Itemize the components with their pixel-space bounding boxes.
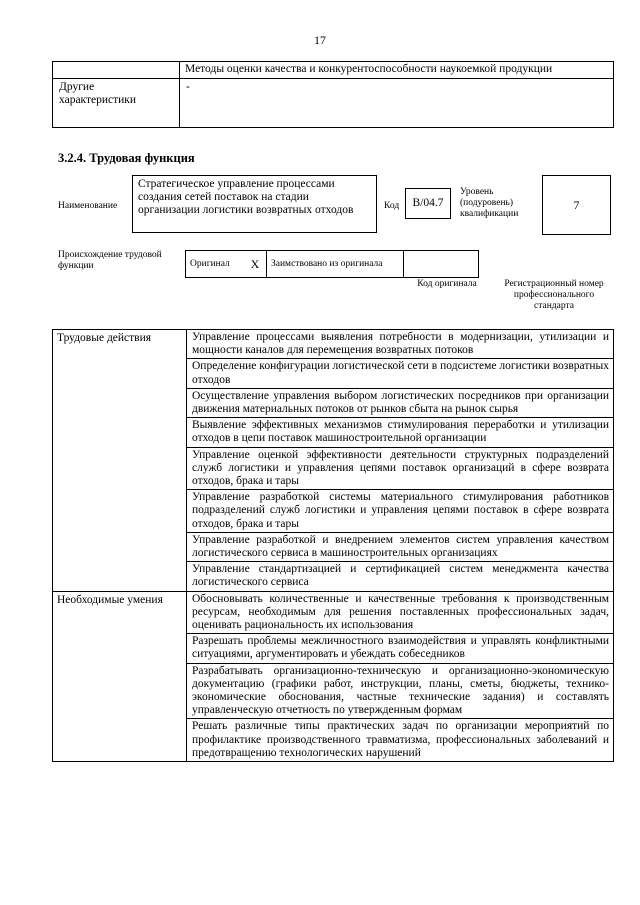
original-label: Оригинал <box>186 251 245 278</box>
borrowed-label: Заимствовано из оригинала <box>267 251 404 278</box>
labor-actions-item: Управление стандартизацией и сертификацией систем менеджмента качества логистического сервиса <box>187 562 614 591</box>
table-row <box>186 251 603 278</box>
name-label: Наименование <box>58 201 118 211</box>
labor-function-table <box>52 329 614 762</box>
empty-cell <box>53 62 180 79</box>
origin-table <box>185 250 602 278</box>
skills-item: Решать различные типы практических задач по организации мероприятий по профилактике производственного травматизма, профессиональных заболеваний и предотвращению технологических нарушений <box>187 719 614 762</box>
reg-number-cell <box>479 251 603 278</box>
other-characteristics-value: - <box>180 79 614 128</box>
table-row <box>53 591 614 634</box>
table-row <box>53 79 614 128</box>
qualification-level-box <box>542 175 611 235</box>
characteristics-table <box>52 61 614 128</box>
other-characteristics-label: Другие характеристики <box>53 79 180 128</box>
labor-actions-item: Управление разработкой системы материального стимулирования работников подразделений служб логистики и управления цепями поставок в сфере возврата отходов, брака и тары <box>187 490 614 533</box>
function-name-box <box>132 175 377 233</box>
labor-actions-item: Выявление эффективных механизмов стимулирования переработки и утилизации отходов в цепи поставок машиностроительной организации <box>187 418 614 447</box>
labor-actions-item: Осуществление управления выбором логистических посредников при организации движения материальных потоков от рынков сбыта на рынок сырья <box>187 388 614 417</box>
skills-item: Разрабатывать организационно-техническую и организационно-экономическую документацию (графики работ, инструкции, планы, сметы, бюджеты, технико-экономические обоснования, частные технические задания) и составлять управленческую отчетность по утвержденным формам <box>187 663 614 719</box>
reg-number-caption: Регистрационный номер профессионального стандарта <box>504 279 604 311</box>
table-row <box>53 330 614 359</box>
table-row <box>53 62 614 79</box>
original-code-cell <box>404 251 479 278</box>
code-label: Код <box>384 201 400 211</box>
level-label: Уровень (подуровень) квалификации <box>460 187 519 219</box>
skills-label: Необходимые умения <box>53 591 187 761</box>
labor-actions-label: Трудовые действия <box>53 330 187 592</box>
function-code: B/04.7 <box>412 197 444 209</box>
code-original-caption: Код оригинала <box>417 279 477 289</box>
page-number: 17 <box>314 33 326 47</box>
section-title: 3.2.4. Трудовая функция <box>58 151 195 165</box>
origin-label: Происхождение трудовой функции <box>58 250 162 271</box>
labor-actions-item: Управление процессами выявления потребности в модернизации, утилизации и мощности каналов для перемещения возвратных потоков <box>187 330 614 359</box>
methods-cell: Методы оценки качества и конкурентоспособности наукоемкой продукции <box>180 62 614 79</box>
function-code-box <box>405 188 451 219</box>
labor-actions-item: Определение конфигурации логистической сети в подсистеме логистики возвратных отходов <box>187 359 614 388</box>
function-name: Стратегическое управление процессами создания сетей поставок на стадии организации логистики возвратных отходов <box>138 178 354 216</box>
qualification-level: 7 <box>573 198 580 212</box>
original-mark: X <box>244 251 267 278</box>
labor-actions-item: Управление разработкой и внедрением элементов систем управления качеством логистического сервиса в машиностроительных организациях <box>187 532 614 561</box>
labor-actions-item: Управление оценкой эффективности деятельности структурных подразделений служб логистики и управления цепями поставок организаций в сфере возврата отходов, брака и тары <box>187 447 614 490</box>
skills-item: Разрешать проблемы межличностного взаимодействия и управлять конфликтными ситуациями, аргументировать и убеждать собеседников <box>187 634 614 663</box>
skills-item: Обосновывать количественные и качественные требования к производственным ресурсам, необходимым для решения поставленных профессиональных задач, оценивать рациональность их использования <box>187 591 614 634</box>
